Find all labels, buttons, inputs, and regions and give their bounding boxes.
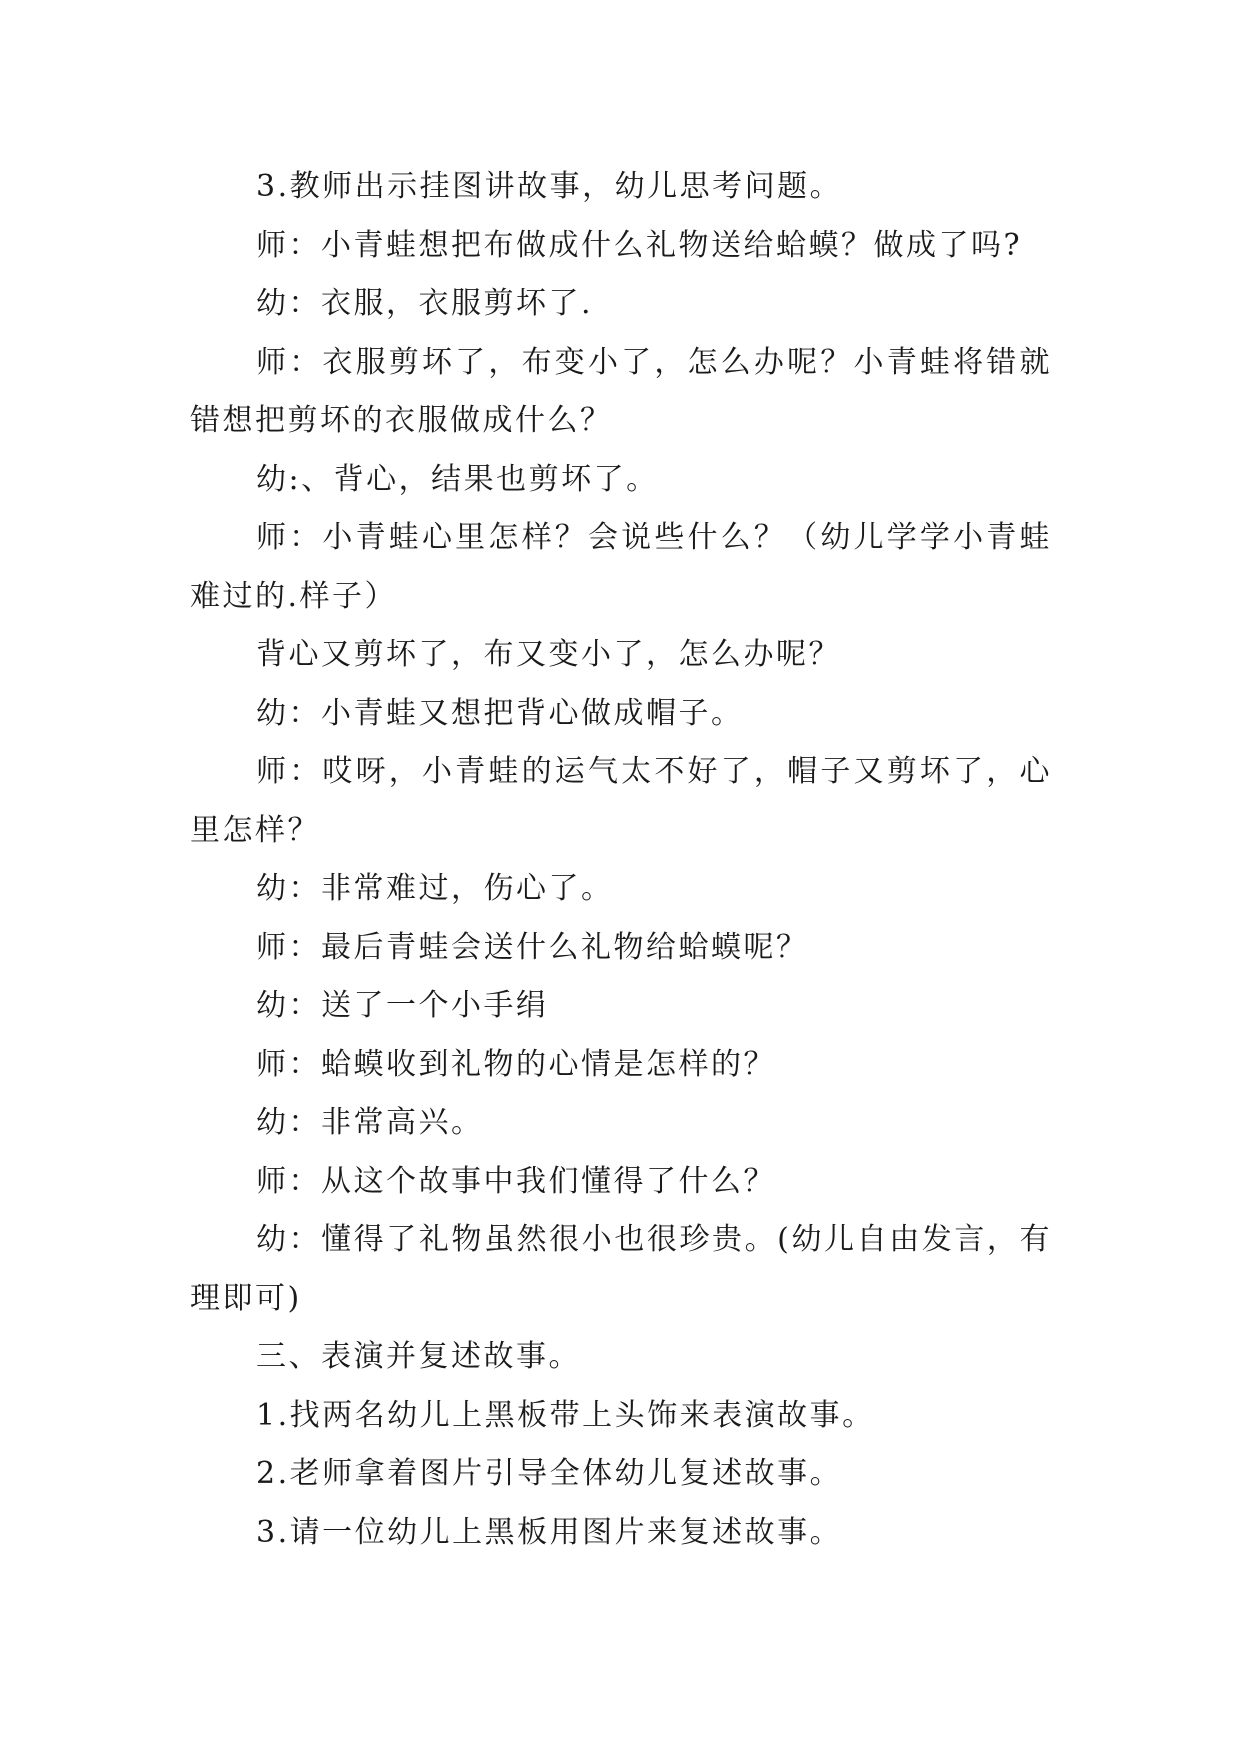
paragraph-18: 1.找两名幼儿上黑板带上头饰来表演故事。 [256,1397,875,1433]
paragraph-19: 2.老师拿着图片引导全体幼儿复述故事。 [256,1456,843,1491]
paragraph-17: 三、表演并复述故事。 [256,1339,581,1374]
paragraph-7: 背心又剪坏了，布又变小了，怎么办呢？ [256,637,841,672]
paragraph-13: 师：蛤蟆收到礼物的心情是怎样的？ [256,1046,776,1082]
paragraph-15: 师：从这个故事中我们懂得了什么？ [256,1163,776,1199]
paragraph-14: 幼：非常高兴。 [256,1105,484,1140]
paragraph-1: 3.教师出示挂图讲故事，幼儿思考问题。 [256,169,843,204]
paragraph-9: 师：哎呀，小青蛙的运气太不好了，帽子又剪坏了，心里怎样？ [190,754,1052,848]
paragraph-6: 师：小青蛙心里怎样？会说些什么？（幼儿学学小青蛙难过的.样子） [190,520,1052,614]
paragraph-12: 幼：送了一个小手绢 [256,988,549,1023]
paragraph-4: 师：衣服剪坏了，布变小了，怎么办呢？小青蛙将错就错想把剪坏的衣服做成什么？ [190,344,1052,438]
paragraph-11: 师：最后青蛙会送什么礼物给蛤蟆呢？ [256,929,809,965]
paragraph-16: 幼：懂得了礼物虽然很小也很珍贵。(幼儿自由发言，有理即可) [190,1222,1052,1316]
paragraph-20: 3.请一位幼儿上黑板用图片来复述故事。 [256,1514,843,1550]
document-body [190,158,1052,1562]
paragraph-2: 师：小青蛙想把布做成什么礼物送给蛤蟆？做成了吗? [256,227,1023,263]
paragraph-5: 幼:、背心，结果也剪坏了。 [256,461,659,497]
paragraph-8: 幼：小青蛙又想把背心做成帽子。 [256,695,744,731]
paragraph-3: 幼：衣服，衣服剪坏了. [256,286,594,321]
paragraph-10: 幼：非常难过，伤心了。 [256,871,614,906]
